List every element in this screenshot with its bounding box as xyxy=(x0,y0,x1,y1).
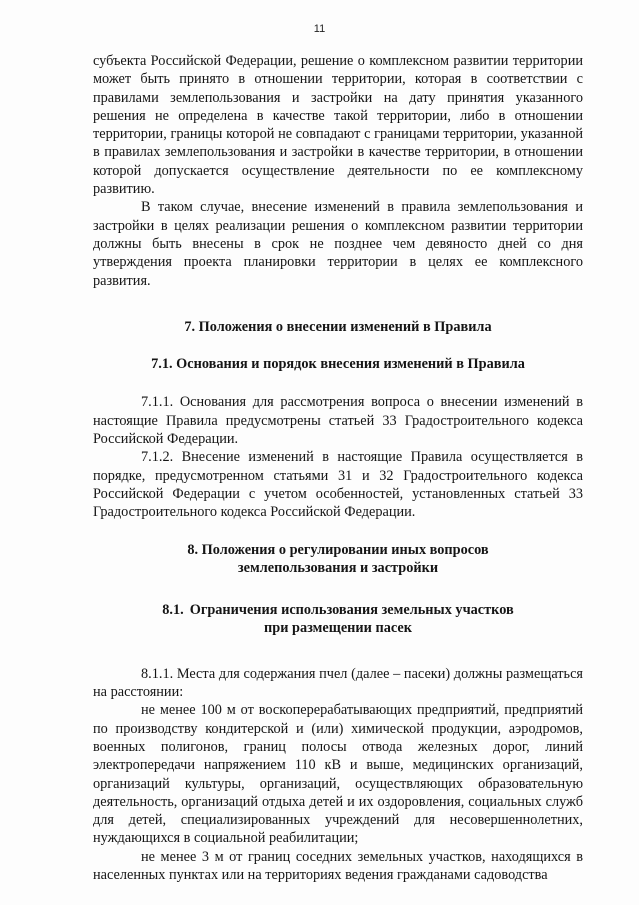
paragraph-7-1-1: 7.1.1. Основания для рассмотрения вопроса о внесении изменений в настоящие Правила предусмотрены статьей 33 Градостроительного кодекса Российской Федерации. xyxy=(93,394,583,448)
page-number: 11 xyxy=(313,23,326,35)
subsection-8-1-heading-line2: при размещении пасек xyxy=(264,620,412,637)
subsection-8-1-number: 8.1. xyxy=(162,602,184,619)
section-7-heading: 7. Положения о внесении изменений в Правила xyxy=(184,318,492,335)
document-body xyxy=(93,52,583,884)
subsection-8-1-heading-line1 xyxy=(93,601,583,619)
section-8-heading xyxy=(93,541,583,578)
paragraph-8-1-1: 8.1.1. Места для содержания пчел (далее – пасеки) должны размещаться на расстоянии: xyxy=(93,665,583,701)
paragraph-continuation: субъекта Российской Федерации, решение о комплексном развитии территории может быть принято в отношении территории, которая в соответствии с правилами землепользования и застройки на дату принятия указанного решения не определена в качестве такой территории, либо в отношении территории, границы которой не совпадают с границами территории, указанной в правилах землепользования и застройки в качестве территории, в отношении которой допускается осуществление деятельности по ее комплексному развитию. xyxy=(93,53,583,198)
subsection-8-1-title-line1: Ограничения использования земельных участков xyxy=(189,602,514,619)
paragraph-amendment-deadline: В таком случае, внесение изменений в правила землепользования и застройки в целях реализации решения о комплексном развитии территории должны быть внесены в срок не позднее чем девяносто дней со дня утверждения проекта планировки территории в целях ее комплексного развития. xyxy=(93,199,583,289)
paragraph-7-1-2: 7.1.2. Внесение изменений в настоящие Правила осуществляется в порядке, предусмотренном статьями 31 и 32 Градостроительного кодекса Российской Федерации с учетом особенностей, установленных статьей 33 Градостроительного кодекса Российской Федерации. xyxy=(93,449,583,521)
subsection-8-1-heading xyxy=(93,601,583,638)
subsection-7-1-heading: 7.1. Основания и порядок внесения изменений в Правила xyxy=(151,356,525,373)
section-8-heading-line2: землепользования и застройки xyxy=(237,559,439,576)
section-8-heading-line1: 8. Положения о регулировании иных вопросов xyxy=(187,541,489,558)
list-item-distance-3m: не менее 3 м от границ соседних земельных участков, находящихся в населенных пунктах или на территориях ведения гражданами садоводства xyxy=(93,848,583,883)
list-item-distance-100m: не менее 100 м от воскоперерабатывающих предприятий, предприятий по производству кондитерской и (или) химической продукции, аэродромов, военных полигонов, границ полосы отвода железных дорог, линий электропередачи напряжением 110 кВ и выше, медицинских организаций, организаций культуры, организаций, осуществляющих образовательную деятельность, организаций отдыха детей и их оздоровления, социальных служб для детей, специализированных учреждений для несовершеннолетних, нуждающихся в социальной реабилитации; xyxy=(93,702,583,847)
